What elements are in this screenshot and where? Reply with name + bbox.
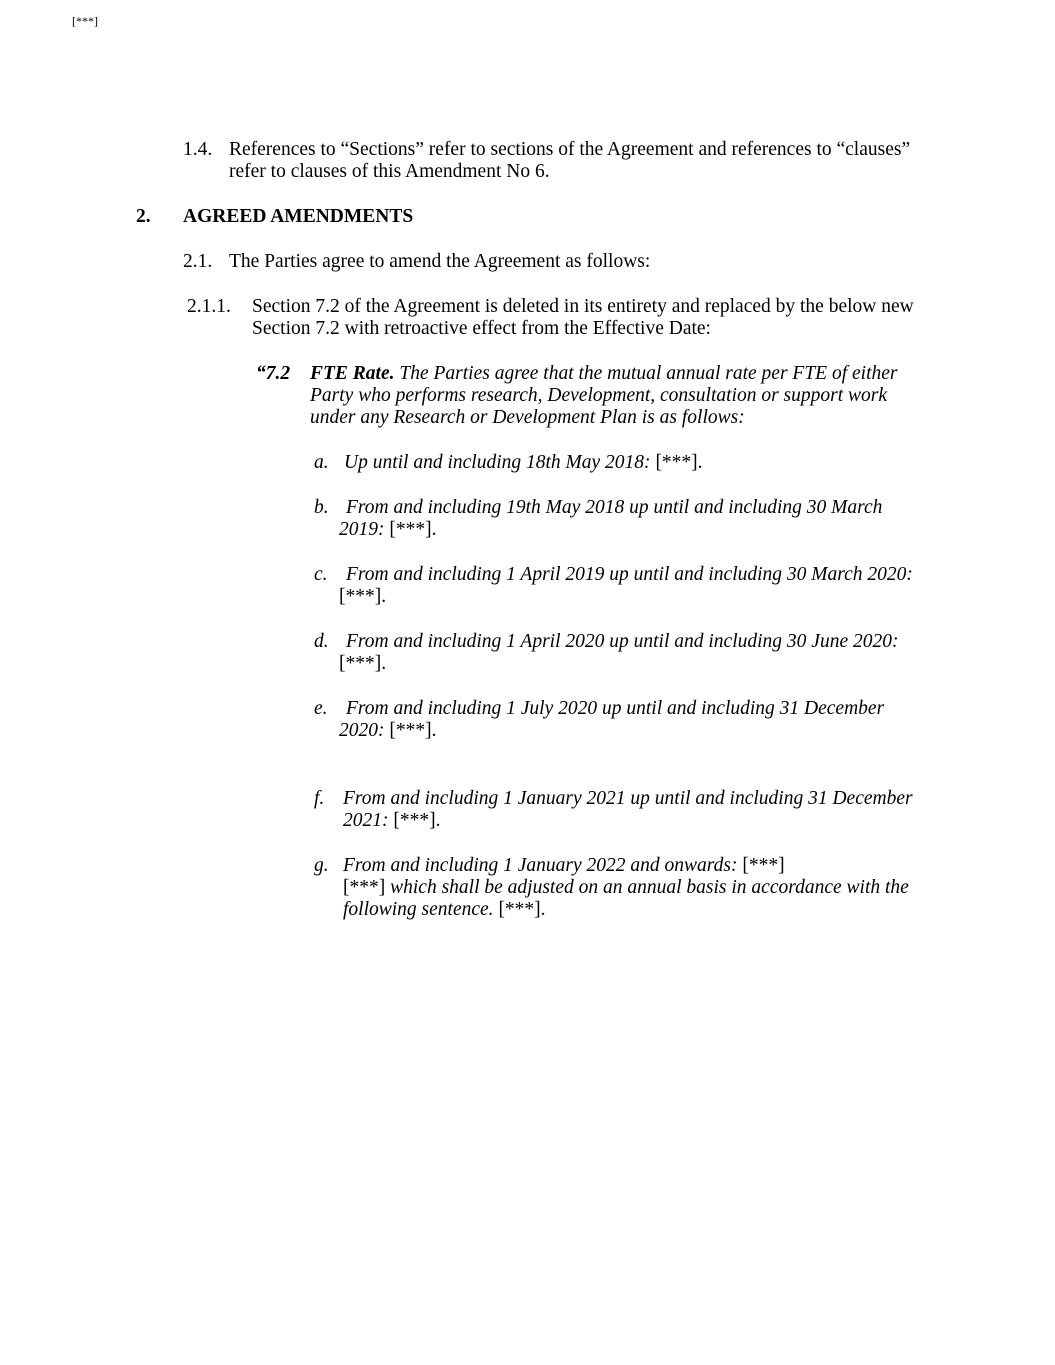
item-d-redaction: [***]. <box>339 653 387 674</box>
item-g-text1: From and including 1 January 2022 and onwards: <box>343 855 738 876</box>
item-g-letter: g. <box>314 855 329 876</box>
section-7-2-line3: under any Research or Development Plan is as follows: <box>310 407 745 428</box>
item-f-line1: From and including 1 January 2021 up until and including 31 December <box>343 788 913 809</box>
item-a-letter: a. <box>314 452 329 473</box>
item-b-line1: From and including 19th May 2018 up until and including 30 March <box>346 497 883 518</box>
item-g-redaction3: [***]. <box>498 899 546 920</box>
item-c-letter: c. <box>314 564 328 585</box>
clause-2-1-text: The Parties agree to amend the Agreement as follows: <box>229 251 651 272</box>
item-b-line2 <box>339 519 437 541</box>
item-f-text2: 2021: <box>343 810 389 831</box>
item-g-line3 <box>343 899 546 921</box>
header-redaction: [***] <box>72 14 98 28</box>
item-c-line1: From and including 1 April 2019 up until and including 30 March 2020: <box>346 564 913 585</box>
item-b-redaction: [***]. <box>389 519 437 540</box>
item-g-text2: which shall be adjusted on an annual basis in accordance with the <box>390 877 909 898</box>
item-a-redaction: [***]. <box>655 452 703 473</box>
section-7-2-number: “7.2 <box>256 363 291 384</box>
clause-1-4-line1: References to “Sections” refer to sections of the Agreement and references to “clauses” <box>229 139 911 160</box>
item-g-line2 <box>343 877 909 899</box>
section-7-2-line1-text: The Parties agree that the mutual annual rate per FTE of either <box>399 363 898 384</box>
item-g-redaction1: [***] <box>742 855 785 876</box>
section-7-2-line2: Party who performs research, Development, consultation or support work <box>310 385 888 406</box>
item-g-text3: following sentence. <box>343 899 494 920</box>
item-c-redaction: [***]. <box>339 586 387 607</box>
section-7-2-heading: FTE Rate. <box>310 363 395 384</box>
item-d-line1: From and including 1 April 2020 up until and including 30 June 2020: <box>346 631 899 652</box>
item-a-line1 <box>344 452 703 474</box>
item-g-line1 <box>343 855 785 877</box>
item-e-redaction: [***]. <box>389 720 437 741</box>
item-f-line2 <box>343 810 441 832</box>
item-f-letter: f. <box>314 788 325 809</box>
item-a-text: Up until and including 18th May 2018: <box>344 452 651 473</box>
item-b-text2: 2019: <box>339 519 385 540</box>
clause-2-1-1-number: 2.1.1. <box>187 296 231 317</box>
item-f-redaction: [***]. <box>393 810 441 831</box>
item-g-redaction2: [***] <box>343 877 386 898</box>
item-e-letter: e. <box>314 698 328 719</box>
section-2-title: AGREED AMENDMENTS <box>183 206 414 227</box>
clause-1-4-line2: refer to clauses of this Amendment No 6. <box>229 161 550 182</box>
item-e-line2 <box>339 720 437 742</box>
item-b-letter: b. <box>314 497 329 518</box>
section-7-2-line1 <box>310 363 898 385</box>
clause-2-1-1-line1: Section 7.2 of the Agreement is deleted in its entirety and replaced by the below new <box>252 296 914 317</box>
clause-2-1-1-line2: Section 7.2 with retroactive effect from the Effective Date: <box>252 318 711 339</box>
section-2-number: 2. <box>136 206 151 227</box>
item-e-text2: 2020: <box>339 720 385 741</box>
clause-2-1-number: 2.1. <box>183 251 213 272</box>
clause-1-4-number: 1.4. <box>183 139 213 160</box>
item-d-letter: d. <box>314 631 329 652</box>
item-e-line1: From and including 1 July 2020 up until and including 31 December <box>346 698 885 719</box>
